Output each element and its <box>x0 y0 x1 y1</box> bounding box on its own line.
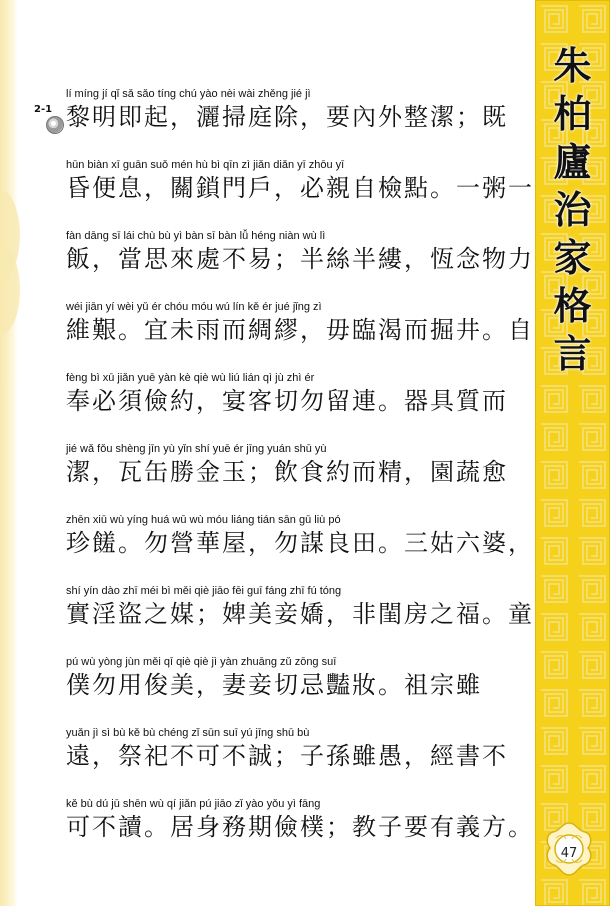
chinese-line: 實淫盜之媒；婢美妾嬌，非閨房之福。童 <box>66 600 534 628</box>
text-line <box>66 158 534 229</box>
chinese-line: 維艱。宜未雨而綢繆，毋臨渴而掘井。自 <box>66 316 534 344</box>
title-char: 治 <box>553 187 592 232</box>
pinyin-line: wéi jiān yí wèi yǔ ér chóu móu wú lín kě ér jué jǐng zì <box>66 301 322 313</box>
pinyin-line: zhēn xiū wù yíng huá wū wù móu liáng tián sān gū liù pó <box>66 514 341 526</box>
title-char: 格 <box>553 283 592 328</box>
title-char: 朱 <box>553 43 592 88</box>
pinyin-line: fàn dāng sī lái chù bù yì bàn sī bàn lǚ héng niàn wù lì <box>66 230 326 242</box>
title-char: 家 <box>553 235 592 280</box>
text-line <box>66 442 508 513</box>
text-line <box>66 229 534 300</box>
text-line <box>66 513 534 584</box>
title-char: 言 <box>553 331 592 376</box>
vertical-title <box>545 42 600 378</box>
pinyin-line: fèng bì xū jiǎn yuē yàn kè qiè wù liú lián qì jù zhì ér <box>66 372 315 384</box>
title-band <box>535 0 610 906</box>
chinese-line: 黎明即起，灑掃庭除，要內外整潔；既 <box>66 103 508 131</box>
text-line <box>66 655 498 726</box>
pinyin-line: pú wù yòng jùn měi qī qiè qiè jì yàn zhuāng zǔ zōng suī <box>66 656 337 668</box>
text-line <box>66 584 534 655</box>
page-number: 47 <box>560 846 578 861</box>
pinyin-line: shí yín dào zhī méi bì měi qiè jiāo fēi guī fáng zhī fú tóng <box>66 585 342 597</box>
chinese-line: 珍饈。勿營華屋，勿謀良田。三姑六婆， <box>66 529 534 557</box>
title-char: 柏 <box>553 91 592 136</box>
chinese-line: 僕勿用俊美，妻妾切忌豔妝。祖宗雖 <box>66 671 482 699</box>
text-line <box>66 300 534 371</box>
pinyin-line: lí míng jí qǐ sǎ sǎo tíng chú yào nèi wài zhěng jié jì <box>66 88 311 100</box>
chinese-line: 奉必須儉約，宴客切勿留連。器具質而 <box>66 387 508 415</box>
chinese-line: 潔，瓦缶勝金玉；飲食約而精，園蔬愈 <box>66 458 508 486</box>
cd-icon <box>46 116 64 134</box>
chinese-line: 可不讀。居身務期儉樸；教子要有義方。 <box>66 813 534 841</box>
page-number-badge <box>542 818 596 880</box>
chinese-line: 遠，祭祀不可不誠；子孫雖愚，經書不 <box>66 742 508 770</box>
chinese-line: 昏便息，關鎖門戶，必親自檢點。一粥一 <box>66 174 534 202</box>
title-char: 廬 <box>553 139 592 184</box>
chinese-line: 飯，當思來處不易；半絲半縷，恆念物力 <box>66 245 534 273</box>
text-line <box>66 726 508 797</box>
text-line <box>66 87 508 158</box>
pinyin-line: jié wǎ fǒu shèng jīn yù yǐn shí yuē ér jīng yuán shū yù <box>66 443 327 455</box>
track-label: 2-1 <box>34 104 53 115</box>
audio-track-marker[interactable] <box>34 104 64 138</box>
pinyin-line: yuǎn jì sì bù kě bù chéng zǐ sūn suī yú jīng shū bù <box>66 727 310 739</box>
text-line <box>66 371 508 442</box>
text-line <box>66 797 534 868</box>
left-decorative-edge <box>0 0 18 906</box>
text-block <box>66 87 534 868</box>
pinyin-line: kě bù dú jū shēn wù qí jiǎn pú jiāo zǐ yào yǒu yì fāng <box>66 798 321 810</box>
pinyin-line: hūn biàn xī guān suǒ mén hù bì qīn zì jiǎn diǎn yī zhōu yī <box>66 159 345 171</box>
